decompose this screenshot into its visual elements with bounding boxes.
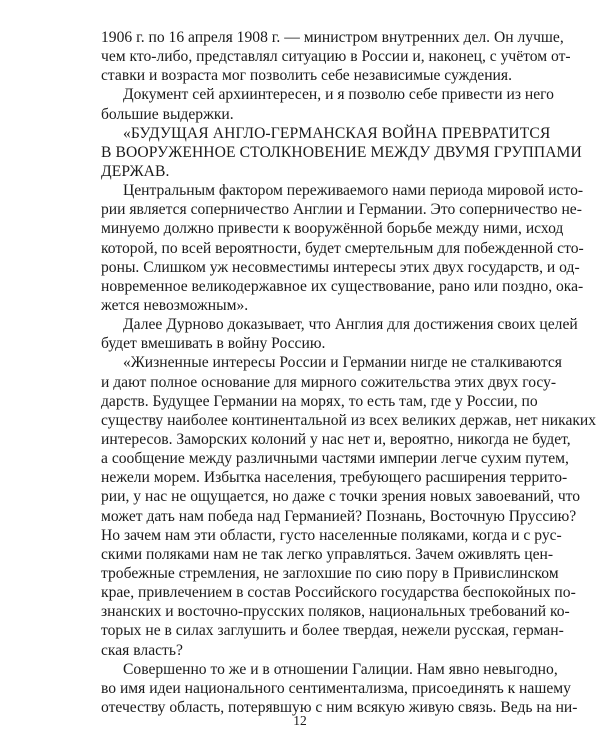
text-line: рии является соперничество Англии и Германии. Это соперничество не-	[101, 201, 582, 218]
text-line: «Жизненные интересы России и Германии нигде не сталкиваются	[123, 354, 562, 371]
text-line: а сообщение между различными частями империи легче сухим путем,	[101, 450, 569, 467]
page-number: 12	[293, 713, 307, 728]
text-line: большие выдержки.	[101, 106, 234, 123]
text-line: будет вмешивать в войну Россию.	[101, 335, 326, 352]
text-line: роны. Слишком уж несовместимы интересы этих двух государств, и од-	[101, 259, 580, 276]
text-line: знанских и восточно-прусских поляков, национальных требований ко-	[101, 603, 570, 620]
text-line: Но зачем нам эти области, густо населенные поляками, когда и с рус-	[101, 527, 562, 544]
quote-heading-line: ДЕРЖАВ.	[101, 163, 170, 180]
text-line: дарств. Будущее Германии на морях, то есть там, где у России, по	[101, 393, 538, 410]
text-line: чем кто-либо, представлял ситуацию в России и, наконец, с учётом от-	[101, 48, 571, 65]
text-line: скими поляками нам не так легко управляться. Зачем оживлять цен-	[101, 546, 554, 563]
text-line: и дают полное основание для мирного сожительства этих двух госу-	[101, 374, 557, 391]
text-line: Центральным фактором переживаемого нами периода мировой исто-	[123, 182, 584, 199]
text-line: новременное великодержавное их существование, рано или поздно, ока-	[101, 278, 584, 295]
text-line: нежели морем. Избытка населения, требующего расширения террито-	[101, 469, 568, 486]
text-line: Совершенно то же и в отношении Галиции. Нам явно невыгодно,	[123, 661, 558, 678]
text-line: Документ сей архиинтересен, и я позволю себе привести из него	[123, 86, 554, 103]
text-line: жется невозможным».	[101, 297, 249, 314]
quote-heading-line: В ВООРУЖЕННОЕ СТОЛКНОВЕНИЕ МЕЖДУ ДВУМЯ ГРУППАМИ	[101, 144, 582, 161]
text-line: рии, у нас не ощущается, но даже с точки зрения новых завоеваний, что	[101, 488, 581, 505]
text-line: ская власть?	[101, 642, 183, 659]
text-line: торых не в силах заглушить и более твердая, нежели русская, герман-	[101, 622, 564, 639]
text-line: может дать нам победа над Германией? Познань, Восточную Пруссию?	[101, 508, 577, 525]
text-line: которой, по всей вероятности, будет смертельным для побежденной сто-	[101, 240, 584, 257]
text-line: отечеству область, потерявшую с ним всякую живую связь. Ведь на ни-	[101, 699, 578, 716]
quote-heading-line: «БУДУЩАЯ АНГЛО-ГЕРМАНСКАЯ ВОЙНА ПРЕВРАТИТСЯ	[123, 125, 551, 142]
text-line: тробежные стремления, не заглохшие по сию пору в Привислинском	[101, 565, 559, 582]
text-line: интересов. Заморских колоний у нас нет и, вероятно, никогда не будет,	[101, 431, 571, 448]
text-line: 1906 г. по 16 апреля 1908 г. — министром внутренних дел. Он лучше,	[101, 29, 564, 46]
text-line: ставки и возраста мог позволить себе независимые суждения.	[101, 67, 512, 84]
text-line: крае, привлечением в состав Российского государства беспокойных по-	[101, 584, 576, 601]
text-line: Далее Дурново доказывает, что Англия для достижения своих целей	[123, 316, 578, 333]
text-line: минуемо должно привести к вооружённой борьбе между ними, исход	[101, 220, 564, 237]
text-line: существу наиболее континентальной из всех великих держав, нет никаких	[101, 412, 597, 429]
text-line: во имя идеи национального сентиментализма, присоединять к нашему	[101, 680, 571, 697]
